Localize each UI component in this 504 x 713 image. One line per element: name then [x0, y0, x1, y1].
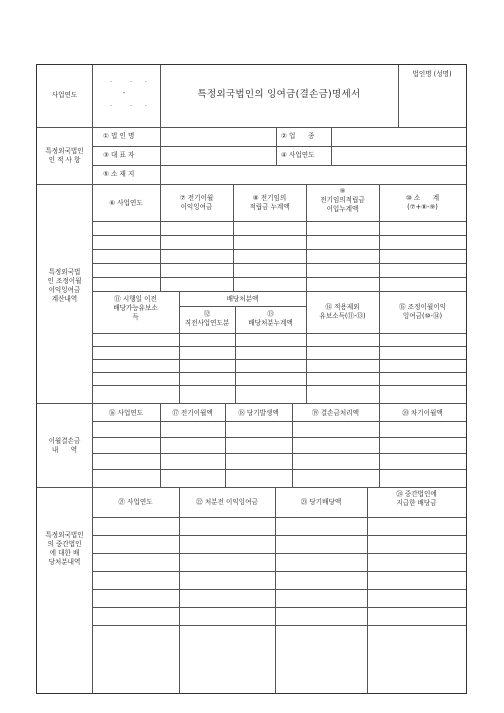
calc-header-dividend-group: 배당처분액 [226, 295, 259, 303]
calc-header-prev-year: ⑫ 직전사업연도분 [184, 310, 230, 327]
info-section-label: 특정외국법인 인 적 사 항 [45, 147, 84, 164]
rule-calc-row [92, 359, 466, 360]
rule-interim-row [92, 571, 466, 572]
calc-header-adjusted-retained: ⑮ 조정이월이익 잉여금(⑩-⑭) [399, 303, 446, 320]
rule-info-1 [92, 146, 466, 147]
rule-dividend-group [179, 306, 306, 307]
calc-section-label: 특정외국법 인 조정이월 이익잉여금 계산내역 [47, 268, 82, 303]
date-dash: - [122, 89, 126, 97]
rule-calc-row [92, 277, 466, 278]
calc-header-pre-enforcement: ⑪ 시행일 이전 배당가능유보소 득 [113, 295, 158, 321]
rule-interim-row [92, 625, 466, 626]
date-dot: · [130, 79, 132, 86]
date-dot: · [110, 103, 112, 110]
rule-loss-row [92, 437, 466, 438]
calc-header-dividend-cumulative: ⑬ 배당처분누계액 [248, 310, 293, 327]
calc-header-excluded-income: ⑭ 적용제외 유보소득(⑪-⑬) [319, 303, 366, 320]
rule-interim-row [92, 535, 466, 536]
rule-left-label-col [92, 65, 93, 693]
surplus-statement-form [36, 64, 467, 694]
rule-interim-c2 [275, 487, 276, 693]
rule-calc-row [92, 372, 466, 373]
interim-header-business-year: ㉑ 사업연도 [118, 498, 153, 506]
rule-calc-row [92, 346, 466, 347]
rule-interim-row [92, 553, 466, 554]
rule-interim-c3 [367, 487, 368, 693]
date-dot: · [130, 103, 132, 110]
date-dot: · [145, 103, 147, 110]
corp-name-field-label: ① 법 인 명 [103, 132, 135, 140]
calc-header-subtotal: ⑩ 소 계 (⑦+⑧-⑨) [405, 194, 440, 211]
corp-name-label: 법인명 (성명) [412, 70, 452, 78]
rule-info-bottom [37, 184, 466, 185]
loss-section-label: 이월결손금 내 역 [48, 437, 81, 454]
rule-header-bottom [37, 127, 466, 128]
rule-interim-row [92, 607, 466, 608]
rule-info-col1 [160, 127, 161, 184]
rule-calc2-c1 [179, 291, 180, 403]
calc-header-business-year: ⑥ 사업연도 [109, 199, 143, 207]
rule-info-col3 [331, 127, 332, 165]
rule-calc-mid [92, 291, 466, 292]
loss-header-processed: ⑲ 결손금처리액 [312, 409, 359, 417]
rule-calc-header-bottom [92, 221, 466, 222]
rule-loss-header-bottom [92, 421, 466, 422]
rule-calc-header2-bottom [92, 333, 466, 334]
business-year-label: 사업연도 [51, 91, 78, 99]
business-type-field-label: ② 업 종 [281, 132, 315, 140]
loss-header-next-year: ⑳ 차기이월액 [402, 409, 443, 417]
date-dot: · [110, 79, 112, 86]
date-dot: · [145, 79, 147, 86]
rule-calc-row [92, 249, 466, 250]
form-title: 특정외국법인의 잉여금(결손금)명세서 [197, 89, 361, 100]
calc-header-reserve-transfer: ⑨ 전기임의적립금 이입누계액 [320, 187, 365, 213]
rule-info-2 [92, 165, 466, 166]
rule-loss-row [92, 453, 466, 454]
rule-calc-row [92, 385, 466, 386]
rule-interim-row [92, 589, 466, 590]
rule-loss-row [92, 469, 466, 470]
calc-header-prior-retained: ⑦ 전기이월 이익잉여금 [179, 194, 214, 211]
loss-header-current: ⑱ 당기발생액 [238, 409, 279, 417]
rule-loss-bottom [37, 487, 466, 488]
interim-header-paid-dividend: ㉔ 중간법인에 지급한 배당금 [396, 490, 437, 507]
rule-calc-row [92, 263, 466, 264]
rule-calc-row [92, 235, 466, 236]
address-field-label: ⑤ 소 재 지 [103, 170, 135, 178]
interim-section-label: 특정외국법인 의 중간법인 에 대한 배 당처분내역 [45, 531, 84, 566]
business-year-field-label: ④ 사업연도 [281, 151, 315, 159]
calc-header-prior-reserve: ⑧ 전기임의 적립금 누계액 [249, 194, 290, 211]
rule-interim-header-bottom [92, 517, 466, 518]
rule-interim-c1 [179, 487, 180, 693]
rule-info-col2 [276, 127, 277, 165]
interim-header-pre-disposal: ㉒ 처분전 이익잉여금 [196, 498, 258, 506]
loss-header-business-year: ⑯ 사업연도 [108, 409, 144, 417]
loss-header-carried-forward: ⑰ 전기이월액 [172, 409, 213, 417]
rule-calc-bottom [37, 403, 466, 404]
interim-header-dividend: ㉓ 당기배당액 [300, 498, 342, 506]
ceo-field-label: ③ 대 표 자 [103, 151, 135, 159]
